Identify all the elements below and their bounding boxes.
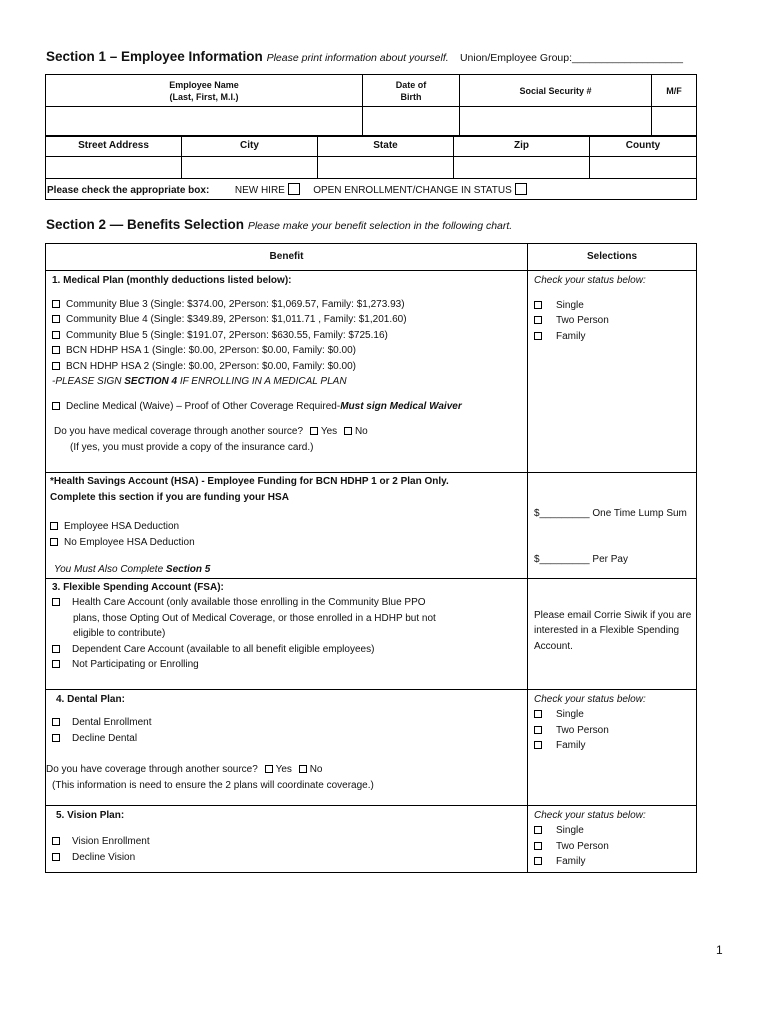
fsa-health-care-line2: plans, those Opting Out of Medical Coverage, or those enrolled in a HDHP but not — [73, 612, 436, 624]
yes-checkbox[interactable] — [265, 765, 273, 773]
mf-input[interactable] — [652, 107, 697, 137]
vision-status-two-person[interactable]: Two Person — [534, 839, 692, 855]
hsa-amount-cell — [528, 473, 697, 579]
hsa-heading: *Health Savings Account (HSA) - Employee Funding for BCN HDHP 1 or 2 Plan Only. — [50, 476, 449, 487]
medical-other-note: (If yes, you must provide a copy of the insurance card.) — [70, 441, 314, 453]
open-enrollment-label: OPEN ENROLLMENT/CHANGE IN STATUS — [313, 184, 512, 196]
section2-heading: Section 2 — Benefits Selection — [46, 217, 245, 232]
medical-plan-option[interactable]: Community Blue 5 (Single: $191.07, 2Person: $630.55, Family: $725.16) — [52, 328, 523, 344]
open-enrollment-checkbox[interactable] — [515, 183, 527, 195]
checkbox-icon[interactable] — [52, 837, 60, 845]
dental-status-label: Check your status below: — [534, 693, 646, 705]
checkbox-icon[interactable] — [50, 538, 58, 546]
medical-plan-option[interactable]: Community Blue 3 (Single: $374.00, 2Person: $1,069.57, Family: $1,273.93) — [52, 297, 523, 313]
medical-status-cell — [528, 271, 697, 473]
hsa-option-deduction[interactable]: Employee HSA Deduction — [50, 519, 523, 535]
checkbox-icon[interactable] — [52, 660, 60, 668]
medical-status-two-person[interactable]: Two Person — [534, 313, 692, 329]
checkbox-icon[interactable] — [52, 331, 60, 339]
section2-title — [46, 217, 512, 232]
checkbox-icon[interactable] — [534, 857, 542, 865]
dental-other-coverage-question: Do you have coverage through another source? Yes No — [46, 764, 323, 775]
hsa-option-no-deduction[interactable]: No Employee HSA Deduction — [50, 535, 523, 551]
dental-status-two-person[interactable]: Two Person — [534, 723, 692, 739]
benefits-table — [45, 243, 697, 873]
checkbox-icon[interactable] — [534, 842, 542, 850]
checkbox-icon[interactable] — [52, 315, 60, 323]
medical-plan-option[interactable]: BCN HDHP HSA 2 (Single: $0.00, 2Person: $0.00, Family: $0.00) — [52, 359, 523, 375]
checkbox-icon[interactable] — [534, 826, 542, 834]
checkbox-icon[interactable] — [534, 301, 542, 309]
medical-plan-option[interactable]: BCN HDHP HSA 1 (Single: $0.00, 2Person: $0.00, Family: $0.00) — [52, 343, 523, 359]
vision-status-family[interactable]: Family — [534, 854, 692, 870]
address-table — [45, 135, 697, 200]
section1-title — [46, 49, 683, 64]
medical-other-coverage-question: Do you have medical coverage through another source? Yes No — [54, 426, 368, 437]
checkbox-icon[interactable] — [534, 741, 542, 749]
vision-enrollment-option[interactable]: Vision Enrollment — [52, 834, 523, 850]
county-header: County — [590, 136, 697, 157]
vision-status-single[interactable]: Single — [534, 823, 692, 839]
page-number: 1 — [716, 943, 723, 957]
medical-plan-option[interactable]: Community Blue 4 (Single: $349.89, 2Person: $1,011.71 , Family: $1,201.60) — [52, 312, 523, 328]
state-input[interactable] — [318, 157, 454, 179]
ssn-input[interactable] — [460, 107, 652, 137]
selections-col-header: Selections — [528, 244, 697, 271]
street-input[interactable] — [46, 157, 182, 179]
county-input[interactable] — [590, 157, 697, 179]
hsa-also-complete: You Must Also Complete Section 5 — [54, 564, 211, 575]
checkbox-icon[interactable] — [52, 853, 60, 861]
checkbox-icon[interactable] — [534, 316, 542, 324]
medical-status-family[interactable]: Family — [534, 329, 692, 345]
vision-cell — [46, 805, 528, 872]
no-checkbox[interactable] — [344, 427, 352, 435]
fsa-not-participating-option[interactable]: Not Participating or Enrolling — [52, 657, 523, 673]
fsa-note-line: interested in a Flexible Spending — [534, 625, 680, 636]
medical-status-single[interactable]: Single — [534, 298, 692, 314]
medical-plan-cell — [46, 271, 528, 473]
fsa-health-care-option[interactable]: Health Care Account (only available those enrolling in the Community Blue PPO — [52, 595, 523, 611]
checkbox-icon[interactable] — [52, 402, 60, 410]
hsa-cell — [46, 473, 528, 579]
checkbox-icon[interactable] — [52, 718, 60, 726]
fsa-health-care-line3: eligible to contribute) — [73, 628, 166, 639]
new-hire-label: NEW HIRE — [234, 184, 285, 196]
new-hire-checkbox[interactable] — [288, 183, 300, 195]
section2-instruction: Please make your benefit selection in the following chart. — [247, 220, 513, 232]
street-header: Street Address — [46, 136, 182, 157]
employee-name-input[interactable] — [46, 107, 363, 137]
dental-heading: 4. Dental Plan: — [56, 693, 125, 705]
vision-status-cell — [528, 805, 697, 872]
dental-cell — [46, 689, 528, 805]
status-check-row — [46, 179, 697, 200]
fsa-dependent-option[interactable]: Dependent Care Account (available to all benefit eligible employees) — [52, 642, 523, 658]
zip-input[interactable] — [454, 157, 590, 179]
medical-status-label: Check your status below: — [534, 275, 646, 286]
city-header: City — [182, 136, 318, 157]
section1-instruction: Please print information about yourself. — [266, 52, 449, 64]
hsa-subheading: Complete this section if you are funding your HSA — [50, 491, 289, 503]
checkbox-icon[interactable] — [52, 598, 60, 606]
employee-name-header: Employee Name (Last, First, M.I.) — [46, 75, 363, 107]
checkbox-icon[interactable] — [534, 710, 542, 718]
vision-decline-option[interactable]: Decline Vision — [52, 850, 523, 866]
checkbox-icon[interactable] — [52, 300, 60, 308]
dental-enrollment-option[interactable]: Dental Enrollment — [52, 715, 523, 731]
fsa-note-line: Account. — [534, 640, 573, 652]
fsa-cell — [46, 578, 528, 689]
no-checkbox[interactable] — [299, 765, 307, 773]
employee-info-table — [45, 74, 697, 137]
medical-plan-heading: 1. Medical Plan (monthly deductions listed below): — [52, 275, 292, 286]
hsa-per-pay-field[interactable]: $_________ Per Pay — [534, 553, 628, 565]
checkbox-icon[interactable] — [534, 332, 542, 340]
benefit-col-header: Benefit — [46, 244, 528, 271]
fsa-note-cell — [528, 578, 697, 689]
check-label: Please check the appropriate box: — [47, 184, 210, 196]
section1-heading: Section 1 – Employee Information — [46, 49, 263, 64]
fsa-heading: 3. Flexible Spending Account (FSA): — [52, 581, 224, 593]
dental-status-single[interactable]: Single — [534, 707, 692, 723]
vision-heading: 5. Vision Plan: — [56, 809, 125, 821]
mf-header: M/F — [652, 75, 697, 107]
decline-medical-option[interactable]: Decline Medical (Waive) – Proof of Other Coverage Required-Must sign Medical Waiver — [52, 399, 523, 415]
dob-header: Date of Birth — [363, 75, 460, 107]
dental-status-cell — [528, 689, 697, 805]
dental-decline-option[interactable]: Decline Dental — [52, 731, 523, 747]
checkbox-icon[interactable] — [52, 645, 60, 653]
state-header: State — [318, 136, 454, 157]
checkbox-icon[interactable] — [50, 522, 58, 530]
sign-section4-note: -PLEASE SIGN SECTION 4 IF ENROLLING IN A MEDICAL PLAN — [52, 376, 347, 387]
fsa-note-line: Please email Corrie Siwik if you are — [534, 609, 692, 621]
city-input[interactable] — [182, 157, 318, 179]
yes-checkbox[interactable] — [310, 427, 318, 435]
ssn-header: Social Security # — [460, 75, 652, 107]
vision-status-label: Check your status below: — [534, 809, 646, 821]
union-group-field[interactable]: Union/Employee Group:___________________ — [459, 52, 683, 64]
zip-header: Zip — [454, 136, 590, 157]
checkbox-icon[interactable] — [52, 734, 60, 742]
dental-status-family[interactable]: Family — [534, 738, 692, 754]
checkbox-icon[interactable] — [52, 346, 60, 354]
checkbox-icon[interactable] — [534, 726, 542, 734]
hsa-lump-sum-field[interactable]: $_________ One Time Lump Sum — [534, 508, 687, 519]
dental-other-note: (This information is need to ensure the 2 plans will coordinate coverage.) — [52, 779, 374, 791]
checkbox-icon[interactable] — [52, 362, 60, 370]
dob-input[interactable] — [363, 107, 460, 137]
